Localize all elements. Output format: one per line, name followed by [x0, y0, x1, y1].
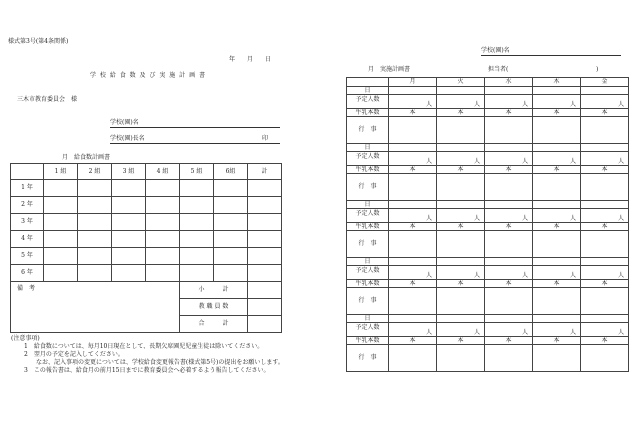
milk-label: 牛乳本数 — [347, 109, 389, 117]
planned-count-cell[interactable] — [485, 209, 533, 223]
planned-count-cell[interactable] — [437, 209, 485, 223]
milk-label: 牛乳本数 — [347, 280, 389, 288]
count-table-caption: 月 給食数計画書 — [62, 154, 111, 161]
person-unit: 人 — [425, 215, 432, 222]
day-label: 日 — [347, 201, 389, 209]
event-cell[interactable] — [533, 345, 581, 372]
event-label: 行 事 — [347, 231, 389, 258]
person-unit: 人 — [425, 272, 432, 279]
date-cell[interactable] — [581, 258, 629, 266]
event-cell[interactable] — [389, 345, 437, 372]
planned-count-cell[interactable] — [533, 209, 581, 223]
planned-count-cell[interactable] — [485, 95, 533, 109]
event-cell[interactable] — [437, 288, 485, 315]
count-cell[interactable] — [146, 231, 180, 248]
milk-count-cell[interactable] — [389, 109, 437, 117]
person-in-charge-label: 担当者( — [488, 66, 509, 73]
planned-count-cell[interactable] — [581, 152, 629, 166]
weekday-mon: 月 — [389, 78, 437, 87]
grand-total-label: 合 計 — [180, 316, 248, 332]
person-unit: 人 — [473, 158, 480, 165]
count-cell[interactable] — [78, 265, 112, 282]
person-unit: 人 — [569, 158, 576, 165]
milk-count-cell[interactable] — [437, 166, 485, 174]
count-cell[interactable] — [78, 180, 112, 197]
planned-count-cell[interactable] — [437, 266, 485, 280]
milk-count-cell[interactable] — [389, 337, 437, 345]
event-cell[interactable] — [389, 174, 437, 201]
grade-row — [11, 231, 282, 248]
event-row — [347, 174, 629, 201]
event-row — [347, 345, 629, 372]
planned-count-cell[interactable] — [533, 266, 581, 280]
person-unit: 人 — [521, 215, 528, 222]
header-blank — [11, 164, 44, 180]
header-class-1: 1 組 — [44, 164, 78, 180]
planned-count-cell[interactable] — [581, 209, 629, 223]
bottle-unit: 本 — [601, 108, 608, 116]
event-cell[interactable] — [437, 174, 485, 201]
day-label: 日 — [347, 144, 389, 152]
planned-row — [347, 95, 629, 109]
event-row — [347, 288, 629, 315]
document-title: 学 校 給 食 数 及 び 実 施 計 画 書 — [90, 72, 206, 79]
milk-count-cell[interactable] — [533, 280, 581, 288]
meal-count-table — [10, 163, 282, 333]
grand-total-value[interactable] — [248, 316, 281, 332]
count-cell[interactable] — [214, 231, 248, 248]
header-total: 計 — [248, 164, 282, 180]
bottle-unit: 本 — [601, 165, 608, 173]
planned-count-cell[interactable] — [389, 266, 437, 280]
person-unit: 人 — [617, 101, 624, 108]
remarks-label: 備 考 — [17, 285, 36, 292]
event-cell[interactable] — [581, 117, 629, 144]
event-cell[interactable] — [389, 231, 437, 258]
date-row — [347, 201, 629, 209]
date-cell[interactable] — [485, 258, 533, 266]
remarks-row — [11, 282, 282, 333]
right-school-name-label: 学校(園)名 — [481, 47, 510, 54]
count-cell[interactable] — [214, 248, 248, 265]
event-cell[interactable] — [485, 345, 533, 372]
milk-row — [347, 223, 629, 231]
date-cell[interactable] — [485, 315, 533, 323]
bottle-unit: 本 — [553, 108, 560, 116]
person-unit: 人 — [425, 329, 432, 336]
date-cell[interactable] — [389, 258, 437, 266]
planned-count-cell[interactable] — [437, 323, 485, 337]
date-cell[interactable] — [533, 87, 581, 95]
milk-count-cell[interactable] — [485, 166, 533, 174]
bottle-unit: 本 — [505, 279, 512, 287]
milk-count-cell[interactable] — [581, 337, 629, 345]
milk-row — [347, 166, 629, 174]
person-unit: 人 — [521, 101, 528, 108]
milk-count-cell[interactable] — [389, 223, 437, 231]
milk-row — [347, 337, 629, 345]
count-cell[interactable] — [180, 197, 214, 214]
count-cell[interactable] — [78, 248, 112, 265]
bottle-unit: 本 — [553, 165, 560, 173]
person-in-charge-close: ) — [596, 66, 599, 73]
header-class-3: 3 組 — [112, 164, 146, 180]
milk-row — [347, 280, 629, 288]
bottle-unit: 本 — [457, 279, 464, 287]
bottle-unit: 本 — [409, 108, 416, 116]
seal-mark: 印 — [262, 135, 269, 142]
bottle-unit: 本 — [409, 336, 416, 344]
school-name-label: 学校(園)名 — [110, 119, 139, 126]
count-cell[interactable] — [180, 231, 214, 248]
milk-count-cell[interactable] — [389, 280, 437, 288]
count-cell[interactable] — [248, 197, 282, 214]
planned-count-cell[interactable] — [389, 152, 437, 166]
person-unit: 人 — [473, 272, 480, 279]
count-cell[interactable] — [214, 214, 248, 231]
count-cell[interactable] — [146, 180, 180, 197]
day-label: 日 — [347, 315, 389, 323]
form-number: 様式第3号(第4条関係) — [8, 38, 69, 45]
bottle-unit: 本 — [601, 222, 608, 230]
bottle-unit: 本 — [505, 336, 512, 344]
schedule-caption: 月 実施計画書 — [368, 66, 411, 73]
milk-label: 牛乳本数 — [347, 223, 389, 231]
planned-count-cell[interactable] — [389, 209, 437, 223]
planned-row — [347, 266, 629, 280]
week-block — [346, 314, 629, 372]
event-cell[interactable] — [437, 231, 485, 258]
person-unit: 人 — [521, 329, 528, 336]
planned-label: 予定人数 — [347, 323, 389, 337]
planned-count-cell[interactable] — [581, 266, 629, 280]
count-cell[interactable] — [146, 197, 180, 214]
date-cell[interactable] — [389, 201, 437, 209]
grade-label: 4 年 — [11, 231, 44, 248]
date-cell[interactable] — [533, 315, 581, 323]
grade-row — [11, 214, 282, 231]
date-row — [347, 258, 629, 266]
bottle-unit: 本 — [457, 336, 464, 344]
count-cell[interactable] — [248, 180, 282, 197]
event-label: 行 事 — [347, 345, 389, 372]
milk-count-cell[interactable] — [485, 337, 533, 345]
event-cell[interactable] — [437, 345, 485, 372]
date-cell[interactable] — [437, 87, 485, 95]
milk-count-cell[interactable] — [437, 337, 485, 345]
principal-name-field[interactable] — [110, 136, 280, 144]
milk-count-cell[interactable] — [437, 280, 485, 288]
count-cell[interactable] — [180, 180, 214, 197]
event-cell[interactable] — [485, 174, 533, 201]
count-cell[interactable] — [44, 231, 78, 248]
milk-count-cell[interactable] — [581, 223, 629, 231]
event-cell[interactable] — [581, 345, 629, 372]
date-cell[interactable] — [389, 315, 437, 323]
person-unit: 人 — [617, 215, 624, 222]
planned-label: 予定人数 — [347, 266, 389, 280]
event-label: 行 事 — [347, 174, 389, 201]
grade-row — [11, 180, 282, 197]
bottle-unit: 本 — [457, 108, 464, 116]
milk-count-cell[interactable] — [389, 166, 437, 174]
planned-count-cell[interactable] — [533, 95, 581, 109]
date-cell[interactable] — [533, 258, 581, 266]
event-cell[interactable] — [581, 174, 629, 201]
event-row — [347, 117, 629, 144]
event-cell[interactable] — [389, 288, 437, 315]
count-cell[interactable] — [78, 197, 112, 214]
date-cell[interactable] — [581, 144, 629, 152]
staff-count-value[interactable] — [248, 299, 281, 315]
grade-label: 6 年 — [11, 265, 44, 282]
week-block — [346, 86, 629, 144]
event-label: 行 事 — [347, 288, 389, 315]
person-unit: 人 — [617, 158, 624, 165]
date-row — [347, 144, 629, 152]
planned-row — [347, 152, 629, 166]
bottle-unit: 本 — [409, 165, 416, 173]
count-cell[interactable] — [112, 265, 146, 282]
date-cell[interactable] — [485, 144, 533, 152]
planned-count-cell[interactable] — [581, 323, 629, 337]
addressee: 三木市教育委員会 様 — [17, 96, 78, 103]
bottle-unit: 本 — [505, 165, 512, 173]
milk-count-cell[interactable] — [437, 223, 485, 231]
grade-row — [11, 248, 282, 265]
count-cell[interactable] — [180, 214, 214, 231]
milk-count-cell[interactable] — [533, 223, 581, 231]
principal-name-label: 学校(園)長名 — [110, 135, 145, 142]
grade-label: 3 年 — [11, 214, 44, 231]
bottle-unit: 本 — [505, 108, 512, 116]
date-cell[interactable] — [485, 87, 533, 95]
bottle-unit: 本 — [457, 165, 464, 173]
date-cell[interactable] — [437, 201, 485, 209]
count-cell[interactable] — [112, 197, 146, 214]
bottle-unit: 本 — [553, 222, 560, 230]
milk-count-cell[interactable] — [485, 280, 533, 288]
count-cell[interactable] — [214, 265, 248, 282]
weekday-tue: 火 — [437, 78, 485, 87]
event-cell[interactable] — [581, 288, 629, 315]
planned-count-cell[interactable] — [485, 323, 533, 337]
date-cell[interactable] — [437, 258, 485, 266]
person-unit: 人 — [425, 101, 432, 108]
count-cell[interactable] — [248, 231, 282, 248]
count-cell[interactable] — [44, 197, 78, 214]
milk-count-cell[interactable] — [581, 166, 629, 174]
school-name-field[interactable] — [110, 120, 280, 128]
planned-row — [347, 323, 629, 337]
date-cell[interactable] — [437, 315, 485, 323]
count-cell[interactable] — [78, 214, 112, 231]
week-block — [346, 143, 629, 201]
date-cell[interactable] — [533, 144, 581, 152]
person-unit: 人 — [521, 158, 528, 165]
staff-count-label: 教 職 員 数 — [180, 299, 248, 315]
grade-label: 5 年 — [11, 248, 44, 265]
date-cell[interactable] — [533, 201, 581, 209]
count-cell[interactable] — [44, 180, 78, 197]
grade-label: 1 年 — [11, 180, 44, 197]
note-item: なお、記入事項の変更については、学校給食変更報告書(様式第5号)の提出をお願いします。 — [24, 359, 284, 366]
planned-label: 予定人数 — [347, 95, 389, 109]
person-unit: 人 — [569, 215, 576, 222]
grade-row — [11, 265, 282, 282]
count-cell[interactable] — [112, 248, 146, 265]
count-cell[interactable] — [180, 248, 214, 265]
event-cell[interactable] — [533, 231, 581, 258]
bottle-unit: 本 — [553, 279, 560, 287]
person-unit: 人 — [569, 272, 576, 279]
note-item: 1 給食数については、毎月10日現在として、長期欠席園児児童生徒は除いてください。 — [24, 343, 264, 350]
date-cell[interactable] — [389, 87, 437, 95]
count-cell[interactable] — [112, 214, 146, 231]
day-label: 日 — [347, 87, 389, 95]
totals-cell — [180, 282, 282, 333]
bottle-unit: 本 — [409, 222, 416, 230]
planned-count-cell[interactable] — [581, 95, 629, 109]
header-class-6: 6組 — [214, 164, 248, 180]
event-cell[interactable] — [485, 117, 533, 144]
count-cell[interactable] — [78, 231, 112, 248]
count-cell[interactable] — [112, 180, 146, 197]
bottle-unit: 本 — [505, 222, 512, 230]
weekday-thu: 木 — [533, 78, 581, 87]
subtotal-label: 小 計 — [180, 282, 248, 298]
event-cell[interactable] — [485, 288, 533, 315]
planned-label: 予定人数 — [347, 209, 389, 223]
count-cell[interactable] — [248, 265, 282, 282]
date-cell[interactable] — [581, 201, 629, 209]
milk-label: 牛乳本数 — [347, 337, 389, 345]
person-unit: 人 — [521, 272, 528, 279]
planned-row — [347, 209, 629, 223]
count-cell[interactable] — [248, 248, 282, 265]
event-cell[interactable] — [533, 117, 581, 144]
count-cell[interactable] — [44, 248, 78, 265]
date-cell[interactable] — [581, 87, 629, 95]
planned-count-cell[interactable] — [533, 323, 581, 337]
event-cell[interactable] — [533, 288, 581, 315]
count-cell[interactable] — [180, 265, 214, 282]
bottle-unit: 本 — [457, 222, 464, 230]
event-cell[interactable] — [389, 117, 437, 144]
planned-count-cell[interactable] — [485, 266, 533, 280]
subtotal-row — [180, 282, 281, 299]
grade-label: 2 年 — [11, 197, 44, 214]
planned-count-cell[interactable] — [485, 152, 533, 166]
person-unit: 人 — [569, 101, 576, 108]
remarks-cell[interactable] — [11, 282, 180, 333]
planned-label: 予定人数 — [347, 152, 389, 166]
planned-count-cell[interactable] — [389, 323, 437, 337]
milk-count-cell[interactable] — [533, 109, 581, 117]
weekday-wed: 水 — [485, 78, 533, 87]
milk-count-cell[interactable] — [437, 109, 485, 117]
milk-count-cell[interactable] — [581, 280, 629, 288]
planned-count-cell[interactable] — [389, 95, 437, 109]
person-unit: 人 — [569, 329, 576, 336]
note-item: 2 翌月の予定を記入してください。 — [24, 351, 124, 358]
milk-count-cell[interactable] — [533, 166, 581, 174]
date-line: 年 月 日 — [229, 56, 272, 63]
date-cell[interactable] — [581, 315, 629, 323]
milk-count-cell[interactable] — [581, 109, 629, 117]
subtotal-value[interactable] — [248, 282, 281, 298]
event-cell[interactable] — [533, 174, 581, 201]
count-cell[interactable] — [146, 265, 180, 282]
person-unit: 人 — [425, 158, 432, 165]
count-header-row — [11, 164, 282, 180]
milk-row — [347, 109, 629, 117]
day-label: 日 — [347, 258, 389, 266]
person-unit: 人 — [473, 329, 480, 336]
milk-label: 牛乳本数 — [347, 166, 389, 174]
bottle-unit: 本 — [601, 336, 608, 344]
count-cell[interactable] — [112, 231, 146, 248]
date-cell[interactable] — [485, 201, 533, 209]
header-class-4: 4 組 — [146, 164, 180, 180]
bottle-unit: 本 — [409, 279, 416, 287]
bottle-unit: 本 — [553, 336, 560, 344]
milk-count-cell[interactable] — [485, 223, 533, 231]
person-unit: 人 — [617, 272, 624, 279]
bottle-unit: 本 — [601, 279, 608, 287]
person-unit: 人 — [473, 215, 480, 222]
planned-count-cell[interactable] — [437, 152, 485, 166]
milk-count-cell[interactable] — [485, 109, 533, 117]
event-cell[interactable] — [485, 231, 533, 258]
event-cell[interactable] — [437, 117, 485, 144]
header-class-5: 5 組 — [180, 164, 214, 180]
count-cell[interactable] — [214, 180, 248, 197]
person-unit: 人 — [617, 329, 624, 336]
header-class-2: 2 組 — [78, 164, 112, 180]
week-block — [346, 257, 629, 315]
event-cell[interactable] — [581, 231, 629, 258]
notes-heading: (注意事項) — [11, 335, 40, 342]
person-unit: 人 — [473, 101, 480, 108]
weekday-fri: 金 — [581, 78, 629, 87]
count-cell[interactable] — [146, 248, 180, 265]
count-cell[interactable] — [214, 197, 248, 214]
date-row — [347, 87, 629, 95]
staff-row — [180, 299, 281, 316]
count-cell[interactable] — [44, 214, 78, 231]
right-school-name-field[interactable] — [481, 48, 621, 56]
event-label: 行 事 — [347, 117, 389, 144]
grade-row — [11, 197, 282, 214]
date-cell[interactable] — [389, 144, 437, 152]
planned-count-cell[interactable] — [533, 152, 581, 166]
count-cell[interactable] — [146, 214, 180, 231]
date-cell[interactable] — [437, 144, 485, 152]
grand-total-row — [180, 316, 281, 332]
week-block — [346, 200, 629, 258]
count-cell[interactable] — [248, 214, 282, 231]
count-cell[interactable] — [44, 265, 78, 282]
event-row — [347, 231, 629, 258]
planned-count-cell[interactable] — [437, 95, 485, 109]
note-item: 3 この報告書は、給食月の前月15日までに教育委員会へ必着するよう報告してください。 — [24, 367, 270, 374]
date-row — [347, 315, 629, 323]
milk-count-cell[interactable] — [533, 337, 581, 345]
